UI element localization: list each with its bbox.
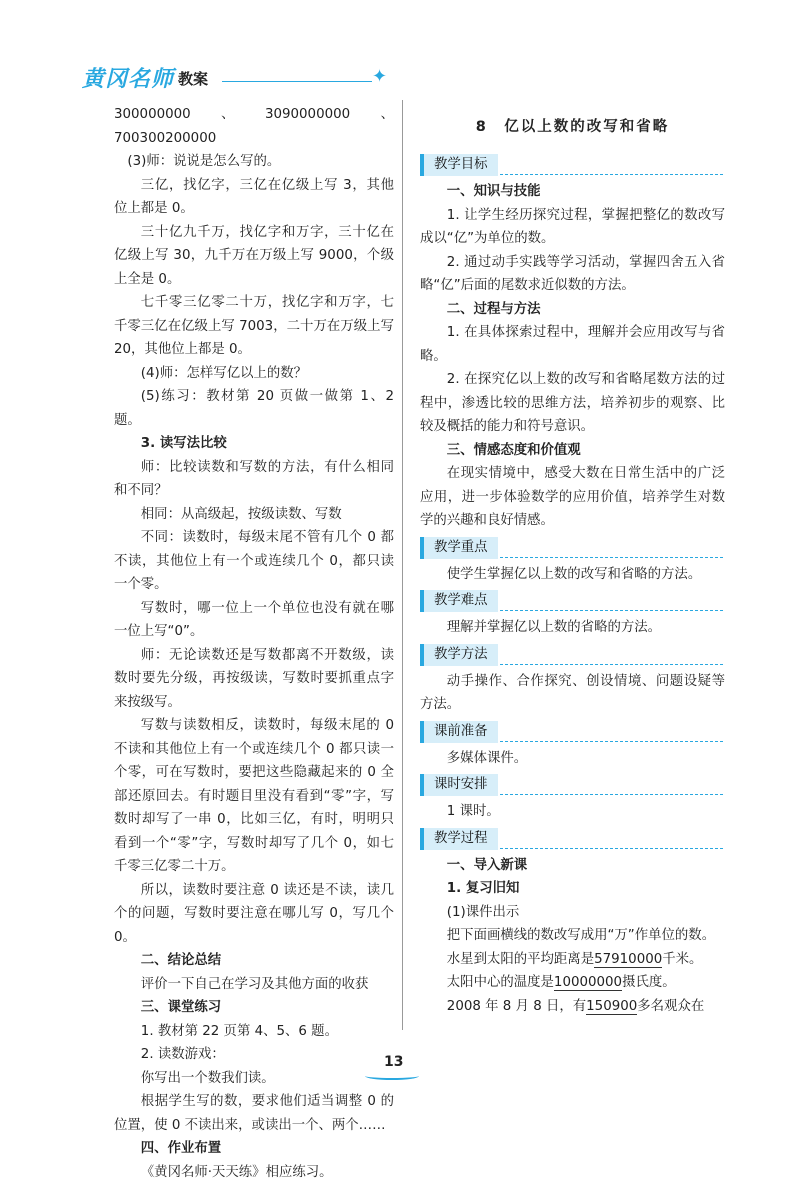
paragraph: 写数与读数相反，读数时，每级末尾的 0 不读和其他位上有一个或连续几个 0 都只读一个零，可在写数时，要把这些隐藏起来的 0 全部还原回去。有时题目里没有看到“零”字，写数时却写了一串 0，比如三亿，有时，明明只看到一个“零”字，写数时却写了几个 0，如七千零三亿零二十万。 xyxy=(114,714,394,879)
section-heading: 一、知识与技能 xyxy=(420,180,725,204)
page-header xyxy=(82,62,342,92)
section-tag-schedule: 课时安排 xyxy=(420,770,725,800)
page-number-ornament xyxy=(365,1072,419,1080)
header-subtitle: 教案 xyxy=(178,68,208,89)
right-column xyxy=(420,116,725,1018)
star-icon: ✦ xyxy=(372,66,387,87)
section-tag-difficulties: 教学难点 xyxy=(420,586,725,616)
paragraph: 1. 在具体探索过程中，理解并会应用改写与省略。 xyxy=(420,321,725,368)
paragraph: 理解并掌握亿以上数的省略的方法。 xyxy=(420,616,725,640)
paragraph: 2. 通过动手实践等学习活动，掌握四舍五入省略“亿”后面的尾数求近似数的方法。 xyxy=(420,251,725,298)
paragraph: 使学生掌握亿以上数的改写和省略的方法。 xyxy=(420,563,725,587)
left-column xyxy=(114,103,394,1184)
subheading: 1. 复习旧知 xyxy=(420,877,725,901)
section-heading: 二、结论总结 xyxy=(114,949,394,973)
section-tag-preparation: 课前准备 xyxy=(420,717,725,747)
paragraph: 1. 教材第 22 页第 4、5、6 题。 xyxy=(114,1020,394,1044)
paragraph: 三十亿九千万，找亿字和万字，三十亿在亿级上写 30，九千万在万级上写 9000，个级上全是 0。 xyxy=(114,221,394,292)
example-line: 太阳中心的温度是10000000摄氏度。 xyxy=(420,971,725,995)
paragraph: 写数时，哪一位上一个单位也没有就在哪一位上写“0”。 xyxy=(114,597,394,644)
paragraph: 相同：从高级起，按级读数、写数 xyxy=(114,503,394,527)
section-tag-methods: 教学方法 xyxy=(420,640,725,670)
section-heading: 一、导入新课 xyxy=(420,854,725,878)
paragraph: 师：无论读数还是写数都离不开数级，读数时要先分级，再按级读，写数时要抓重点字来按级写。 xyxy=(114,644,394,715)
paragraph: 在现实情境中，感受大数在日常生活中的广泛应用，进一步体验数学的应用价值，培养学生对数学的兴趣和良好情感。 xyxy=(420,462,725,533)
paragraph: 七千零三亿零二十万，找亿字和万字，七千零三亿在亿级上写 7003，二十万在万级上写 20，其他位上都是 0。 xyxy=(114,291,394,362)
brand-logo: 黄冈名师 xyxy=(82,62,174,93)
paragraph: 300000000、3090000000、700300200000 xyxy=(114,103,394,150)
paragraph: 1. 让学生经历探究过程，掌握把整亿的数改写成以“亿”为单位的数。 xyxy=(420,204,725,251)
paragraph: 根据学生写的数，要求他们适当调整 0 的位置，使 0 不读出来，或读出一个、两个…… xyxy=(114,1090,394,1137)
column-divider xyxy=(402,100,403,1030)
paragraph: 2. 读数游戏： xyxy=(114,1043,394,1067)
section-tag-goals: 教学目标 xyxy=(420,150,725,180)
paragraph: 不同：读数时，每级末尾不管有几个 0 都不读，其他位上有一个或连续几个 0，都只读一个零。 xyxy=(114,526,394,597)
section-heading: 3. 读写法比较 xyxy=(114,432,394,456)
example-line: 2008 年 8 月 8 日，有150900多名观众在 xyxy=(420,995,725,1019)
section-heading: 二、过程与方法 xyxy=(420,298,725,322)
lesson-title: 8 亿以上数的改写和省略 xyxy=(420,116,725,138)
paragraph: 多媒体课件。 xyxy=(420,747,725,771)
paragraph: (3)师：说说是怎么写的。 xyxy=(114,150,394,174)
paragraph: 所以，读数时要注意 0 读还是不读，读几个的问题，写数时要注意在哪儿写 0，写几个 0。 xyxy=(114,879,394,950)
section-tag-key-points: 教学重点 xyxy=(420,533,725,563)
paragraph: 1 课时。 xyxy=(420,800,725,824)
paragraph: (1)课件出示 xyxy=(420,901,725,925)
paragraph: 《黄冈名师·天天练》相应练习。 xyxy=(114,1161,394,1184)
section-heading: 三、课堂练习 xyxy=(114,996,394,1020)
paragraph: 动手操作、合作探究、创设情境、问题设疑等方法。 xyxy=(420,670,725,717)
section-heading: 三、情感态度和价值观 xyxy=(420,439,725,463)
section-tag-process: 教学过程 xyxy=(420,824,725,854)
paragraph: (5)练习：教材第 20 页做一做第 1、2 题。 xyxy=(114,385,394,432)
paragraph: (4)师：怎样写亿以上的数？ xyxy=(114,362,394,386)
paragraph: 师：比较读数和写数的方法，有什么相同和不同？ xyxy=(114,456,394,503)
paragraph: 2. 在探究亿以上数的改写和省略尾数方法的过程中，渗透比较的思维方法，培养初步的观察、比较及概括的能力和符号意识。 xyxy=(420,368,725,439)
page-number: 13 xyxy=(384,1054,403,1070)
example-line: 水星到太阳的平均距离是57910000千米。 xyxy=(420,948,725,972)
section-heading: 四、作业布置 xyxy=(114,1137,394,1161)
paragraph: 三亿，找亿字，三亿在亿级上写 3，其他位上都是 0。 xyxy=(114,174,394,221)
paragraph: 把下面画横线的数改写成用“万”作单位的数。 xyxy=(420,924,725,948)
header-rule xyxy=(222,81,372,82)
paragraph: 你写出一个数我们读。 xyxy=(114,1067,394,1091)
paragraph: 评价一下自己在学习及其他方面的收获 xyxy=(114,973,394,997)
